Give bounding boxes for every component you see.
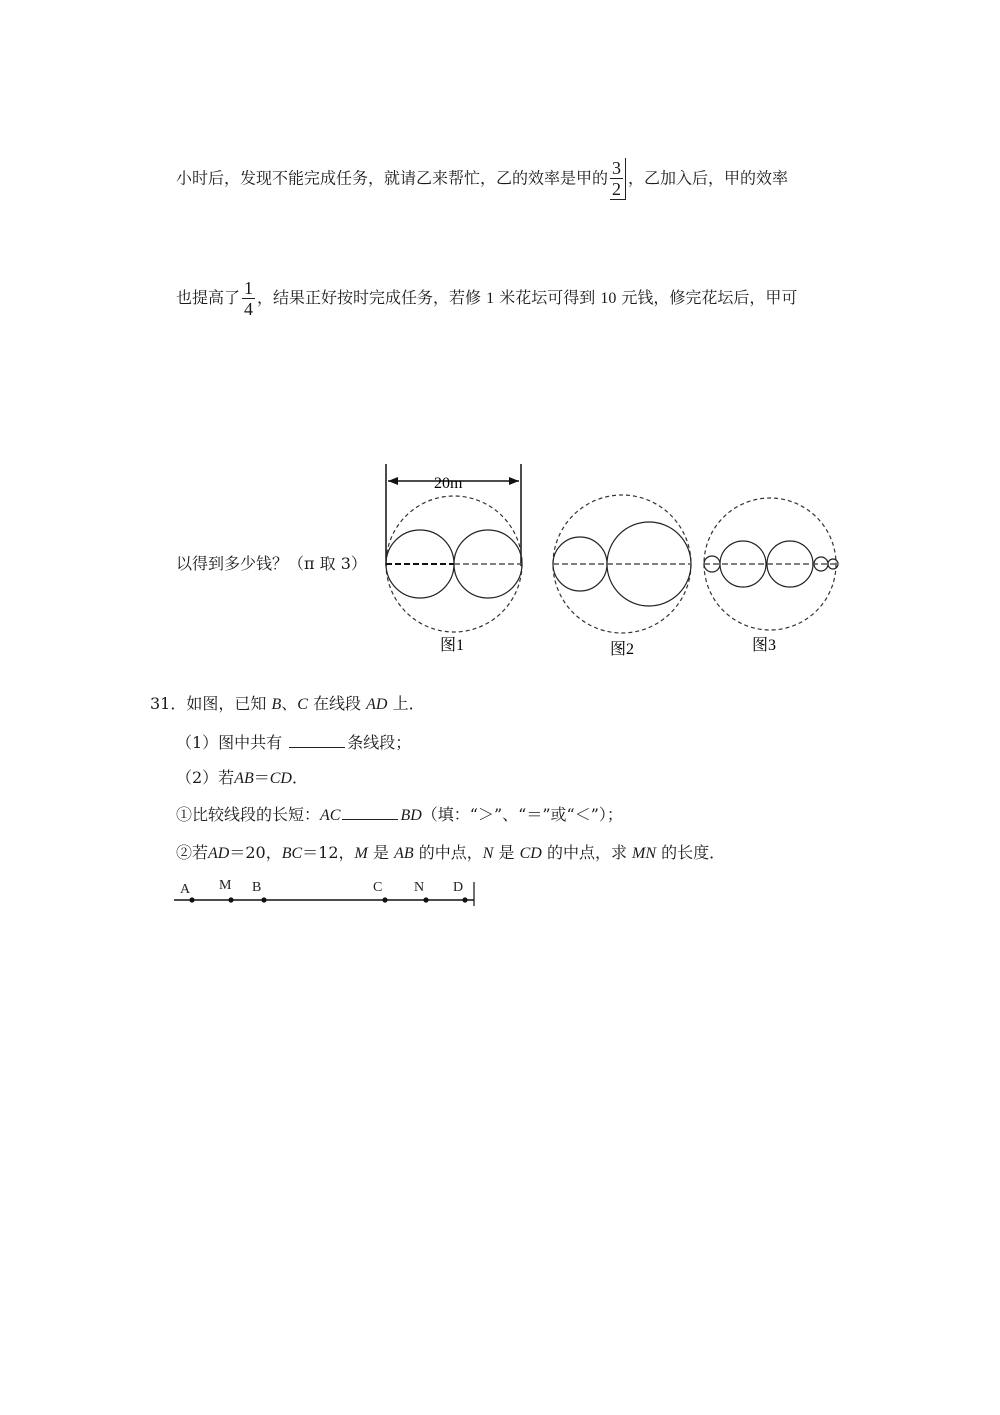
var-M: M bbox=[354, 845, 368, 862]
frac-num: 3 bbox=[612, 158, 622, 178]
answer-blank-2[interactable] bbox=[342, 805, 398, 820]
var-C: C bbox=[297, 696, 308, 713]
point-label-M: M bbox=[219, 878, 232, 893]
p31-text: ＝12， bbox=[302, 843, 355, 862]
var-AB: AB bbox=[234, 770, 254, 787]
p30-text: ，乙加入后，甲的效率 bbox=[628, 168, 789, 188]
p31-q2-2 bbox=[176, 843, 725, 864]
p31-text: 条线段； bbox=[347, 733, 412, 752]
p31-q2 bbox=[176, 768, 308, 789]
p31-q1 bbox=[176, 733, 411, 753]
point-label-N: N bbox=[414, 880, 425, 895]
var-AD: AD bbox=[366, 696, 388, 713]
p31-text: 上． bbox=[392, 694, 425, 713]
fraction-three-halves bbox=[610, 158, 626, 200]
p31-text: 在线段 bbox=[313, 694, 362, 713]
var-AB: AB bbox=[394, 845, 414, 862]
p30-text: 也提高了 bbox=[176, 288, 241, 307]
p30-line3 bbox=[176, 554, 367, 574]
p30-text: ，结果正好按时完成任务，若修 bbox=[257, 288, 482, 307]
p31-text: ②若 bbox=[176, 843, 209, 862]
number-one: 1 bbox=[486, 290, 495, 307]
p31-text: ． bbox=[291, 768, 308, 787]
var-BD: BD bbox=[400, 807, 422, 824]
fraction-one-quarter bbox=[242, 278, 255, 319]
p31-text: （填：“＞”、“＝”或“＜”）； bbox=[421, 805, 623, 824]
dimension-label: 20m bbox=[434, 475, 463, 492]
p30-line2 bbox=[176, 278, 797, 319]
p31-text: ＝ bbox=[253, 768, 270, 787]
p30-text: 小时后，发现不能完成任务，就请乙来帮忙，乙的效率是甲的 bbox=[176, 168, 609, 188]
p31-text: 是 bbox=[372, 843, 389, 862]
point-label-C: C bbox=[373, 880, 383, 895]
figure-3-label: 图3 bbox=[752, 637, 777, 654]
var-AC: AC bbox=[320, 807, 341, 824]
point-N bbox=[423, 897, 428, 902]
figure-1 bbox=[386, 464, 522, 654]
point-label-A: A bbox=[180, 882, 191, 897]
flower-bed-figures bbox=[378, 462, 848, 662]
p31-text: 是 bbox=[498, 843, 515, 862]
p31-text: ＝20， bbox=[229, 843, 282, 862]
p31-text: 、 bbox=[281, 694, 298, 713]
frac-den: 2 bbox=[612, 179, 622, 199]
var-AD: AD bbox=[208, 845, 230, 862]
var-B: B bbox=[271, 696, 282, 713]
p30-text: 元钱，修完花坛后，甲可 bbox=[621, 288, 798, 307]
var-CD: CD bbox=[519, 845, 542, 862]
segment-figure bbox=[172, 876, 482, 910]
p31-text: ①比较线段的长短： bbox=[176, 805, 321, 824]
point-D bbox=[462, 897, 467, 902]
figure-3 bbox=[704, 498, 838, 654]
point-M bbox=[228, 897, 233, 902]
p31-text: （1）图中共有 bbox=[176, 733, 283, 752]
p31-text: 如图，已知 bbox=[186, 694, 267, 713]
var-CD: CD bbox=[269, 770, 292, 787]
var-BC: BC bbox=[281, 845, 303, 862]
figure-2-label: 图2 bbox=[610, 641, 635, 658]
p31-text: 的长度． bbox=[661, 843, 726, 862]
var-MN: MN bbox=[632, 845, 657, 862]
p31-text: 的中点， bbox=[418, 843, 483, 862]
p31-stem bbox=[150, 694, 425, 715]
figure-2 bbox=[553, 495, 691, 658]
problem-number: 31． bbox=[150, 694, 187, 713]
p30-text: 米花坛可得到 bbox=[499, 288, 596, 307]
point-B bbox=[261, 897, 266, 902]
p31-text: （2）若 bbox=[176, 768, 235, 787]
frac-num: 1 bbox=[244, 278, 254, 298]
point-label-B: B bbox=[252, 880, 262, 895]
frac-den: 4 bbox=[244, 299, 254, 319]
point-A bbox=[189, 897, 194, 902]
point-label-D: D bbox=[453, 880, 464, 895]
p31-q2-1 bbox=[176, 805, 623, 826]
answer-blank-1[interactable] bbox=[289, 733, 345, 748]
p30-text: 以得到多少钱？（π 取 3） bbox=[176, 554, 367, 573]
var-N: N bbox=[482, 845, 494, 862]
figure-1-label: 图1 bbox=[440, 637, 465, 654]
point-C bbox=[382, 897, 387, 902]
number-ten: 10 bbox=[600, 290, 617, 307]
p30-line1 bbox=[176, 158, 788, 200]
p31-text: 的中点，求 bbox=[546, 843, 627, 862]
